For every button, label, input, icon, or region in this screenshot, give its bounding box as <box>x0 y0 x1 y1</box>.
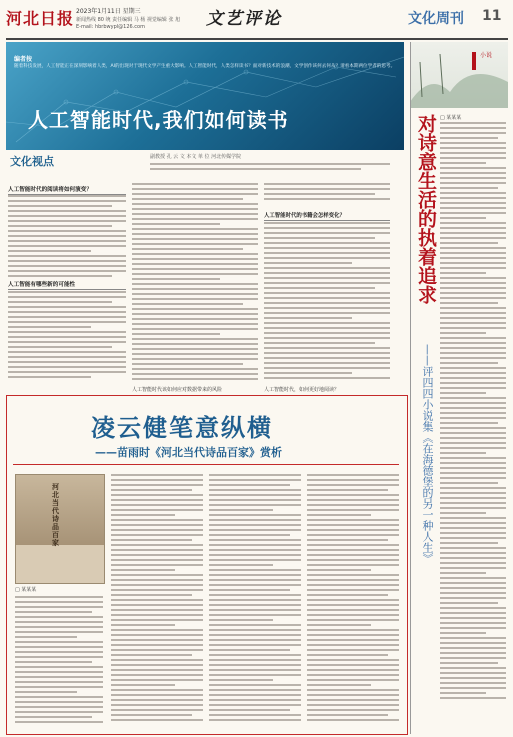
subhead-3: 人工智能时代的书籍会怎样变化？ <box>264 211 390 221</box>
subhead-5: 人工智能时代，如何更好地阅读？ <box>264 387 340 393</box>
ai-banner <box>6 42 404 150</box>
feature-byline: □ 某某某 <box>15 587 37 593</box>
sidebar-subtitle: ——评四四小说集《在海德堡的另一种人生》 <box>421 344 434 564</box>
weekly-label: 文化周刊 <box>408 11 464 27</box>
sidebar-body <box>440 122 506 722</box>
feature-box <box>6 395 408 735</box>
subhead-1: 人工智能时代的阅读将如何演变？ <box>8 185 126 195</box>
sidebar-byline: □ 某某某 <box>440 115 462 121</box>
editor-note-label: 编者按 <box>14 56 33 63</box>
feature-col3 <box>209 474 301 726</box>
feature-subtitle: ——苗雨时《河北当代诗品百家》赏析 <box>95 446 282 459</box>
landscape-illustration <box>410 42 508 108</box>
article-col3 <box>264 222 390 383</box>
feature-title: 凌云健笔意纵横 <box>91 413 273 442</box>
article-col2 <box>132 183 258 383</box>
date-line: 2023年1月11日 星期三 <box>76 8 141 15</box>
paper-name: 河北日报 <box>6 9 75 28</box>
circuit-pattern <box>6 42 404 150</box>
editor-note-text: 随着科技发展，人工智能正在深刻影响着人类，AI的出现对于现代文学产生重大影响。人工智能时代，人类怎样读书？面对新技术的浪潮，文学创作该何去何从？请看本期两位学者的思考。 <box>14 64 396 69</box>
editor-info: 新闻热线 80 统 责任编辑 马 杨 视觉编辑 张 旭 <box>76 17 181 23</box>
section-name: 文艺评论 <box>206 9 282 29</box>
column-label: 文化视点 <box>10 155 54 168</box>
author-block: 副教授 孔 云 文 本文 单 位 河北传媒学院 <box>150 154 242 160</box>
right-sidebar <box>410 42 508 734</box>
sidebar-category: 小说 <box>480 52 493 59</box>
feature-col2 <box>111 474 203 726</box>
sidebar-painting <box>410 42 508 108</box>
feature-col4 <box>307 474 399 726</box>
email-info: E-mail: hbrbwypl@126.com <box>76 24 145 30</box>
book-cover-title: 河北当代诗品百家 <box>52 482 59 547</box>
feature-rule <box>13 464 399 465</box>
sidebar-title: 对诗意生活的执着追求 <box>415 114 437 304</box>
book-cover <box>15 474 105 584</box>
banner-title: 人工智能时代,我们如何读书 <box>28 108 289 132</box>
author-lines <box>150 163 390 177</box>
page-number: 11 <box>482 8 502 24</box>
sidebar-divider <box>410 42 411 734</box>
masthead-rule <box>6 38 508 40</box>
feature-col1-lower <box>15 596 103 726</box>
subhead-2: 人工智能有哪些新的可能性 <box>8 280 126 290</box>
article-col3-top <box>264 183 390 207</box>
subhead-4: 人工智能时代该如何应对数据带来的风险 <box>132 387 223 393</box>
article-col1-para1 <box>8 195 126 278</box>
article-col1-para2 <box>8 291 126 383</box>
